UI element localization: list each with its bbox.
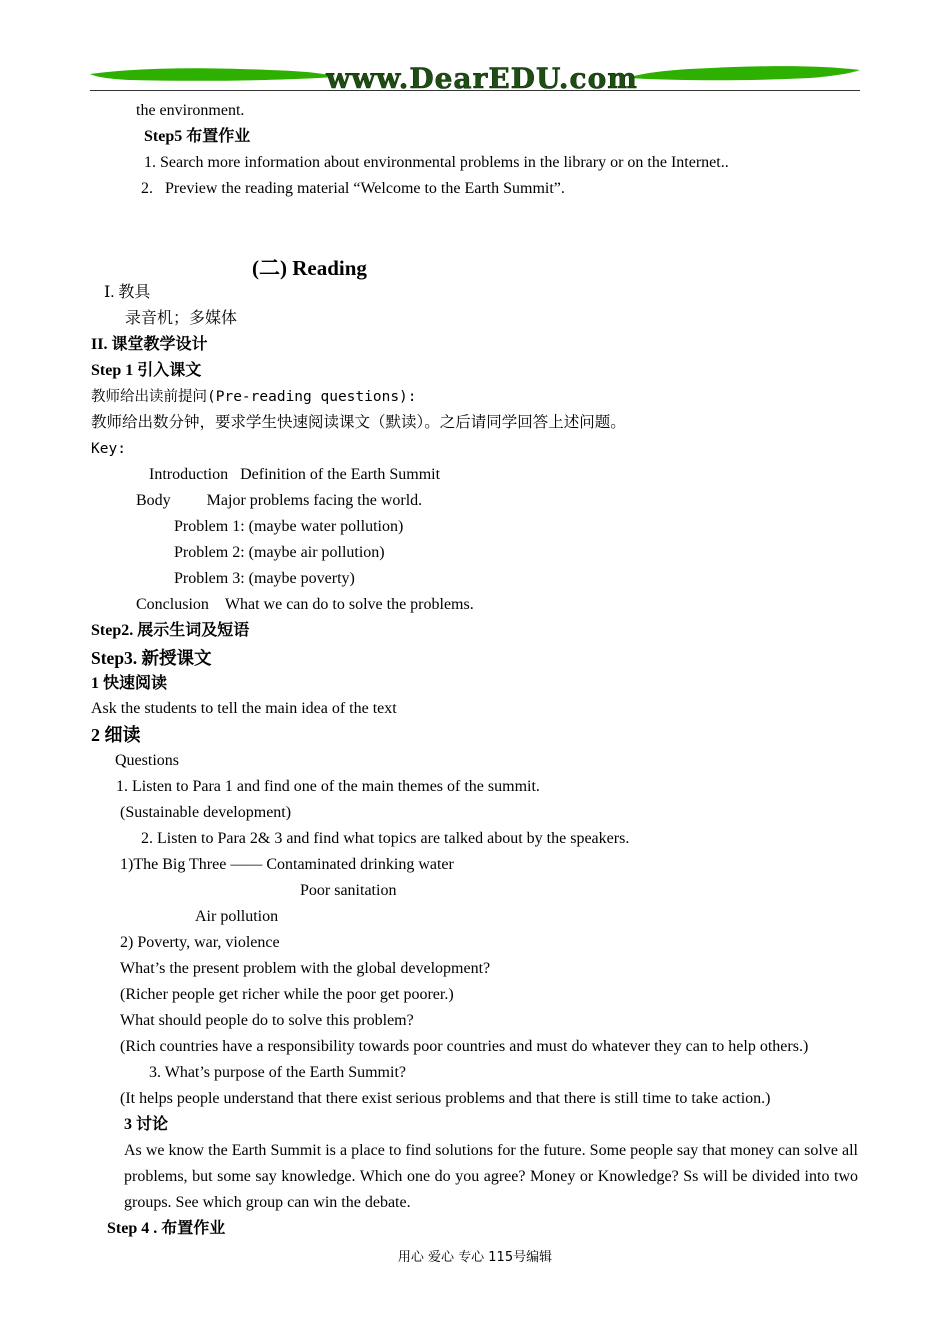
step-heading: Step5 布置作业 [144, 128, 251, 145]
answer-line: Air pollution [195, 908, 279, 925]
step-heading: Step2. 展示生词及短语 [91, 622, 250, 639]
text-line: 录音机；多媒体 [125, 310, 238, 327]
question-line: What should people do to solve this problem? [120, 1012, 414, 1029]
site-banner-logo [90, 60, 860, 94]
text-line: the environment. [136, 102, 245, 119]
banner-swoosh-left [90, 68, 335, 81]
question-line: What’s the present problem with the global development? [120, 960, 491, 977]
subsection-heading: 2 细读 [91, 725, 141, 745]
subsection-heading: 1 快速阅读 [91, 675, 168, 692]
text-line: 教师给出读前提问(Pre-reading questions): [91, 389, 417, 405]
list-item: 2. Preview the reading material “Welcome to the Earth Summit”. [141, 180, 565, 197]
subsection-heading: Ⅰ. 教具 [104, 284, 151, 301]
answer-line: 1)The Big Three —— Contaminated drinking water [120, 856, 454, 873]
banner-text: www.DearEDU.com [326, 62, 638, 94]
key-label: Key: [91, 441, 126, 457]
step-heading: Step 4 . 布置作业 [107, 1220, 226, 1237]
text-line: 教师给出数分钟，要求学生快速阅读课文（默读）。之后请同学回答上述问题。 [91, 414, 626, 431]
banner-swoosh-right [628, 66, 860, 80]
text-line: Ask the students to tell the main idea of the text [91, 700, 397, 717]
outline-line: Body Major problems facing the world. [136, 492, 423, 509]
question-line: 1. Listen to Para 1 and find one of the main themes of the summit. [116, 778, 540, 795]
answer-line: (It helps people understand that there exist serious problems and that there is still time to take action.) [120, 1090, 771, 1107]
answer-line: (Richer people get richer while the poor get poorer.) [120, 986, 454, 1003]
discussion-paragraph: As we know the Earth Summit is a place to find solutions for the future. Some people say that money can solve all problems, but some say knowledge. Which one do you agree? Money or Knowledge? Ss will be divided into two groups. See which group can win the debate. [124, 1142, 858, 1211]
outline-line: Introduction Definition of the Earth Summit [149, 466, 441, 483]
step-heading: Step 1 引入课文 [91, 362, 202, 379]
answer-line: 2) Poverty, war, violence [120, 934, 280, 951]
subsection-heading: II. 课堂教学设计 [91, 336, 208, 353]
outline-line: Problem 1: (maybe water pollution) [174, 518, 404, 535]
header-rule [90, 90, 860, 91]
section-title: (二) Reading [252, 256, 367, 280]
answer-line: Poor sanitation [300, 882, 397, 899]
question-line: 3. What’s purpose of the Earth Summit? [149, 1064, 406, 1081]
answer-line: (Sustainable development) [120, 804, 292, 821]
question-line: 2. Listen to Para 2& 3 and find what topics are talked about by the speakers. [141, 830, 630, 847]
subsection-heading: 3 讨论 [124, 1116, 169, 1133]
step-heading: Step3. 新授课文 [91, 648, 212, 668]
text-line: Questions [115, 752, 179, 769]
outline-line: Conclusion What we can do to solve the problems. [136, 596, 474, 613]
page-footer: 用心 爱心 专心 115号编辑 [397, 1250, 553, 1265]
list-item: 1. Search more information about environmental problems in the library or on the Internet.. [144, 154, 729, 171]
answer-line: (Rich countries have a responsibility towards poor countries and must do whatever they can to help others.) [120, 1038, 809, 1055]
outline-line: Problem 2: (maybe air pollution) [174, 544, 385, 561]
outline-line: Problem 3: (maybe poverty) [174, 570, 355, 587]
